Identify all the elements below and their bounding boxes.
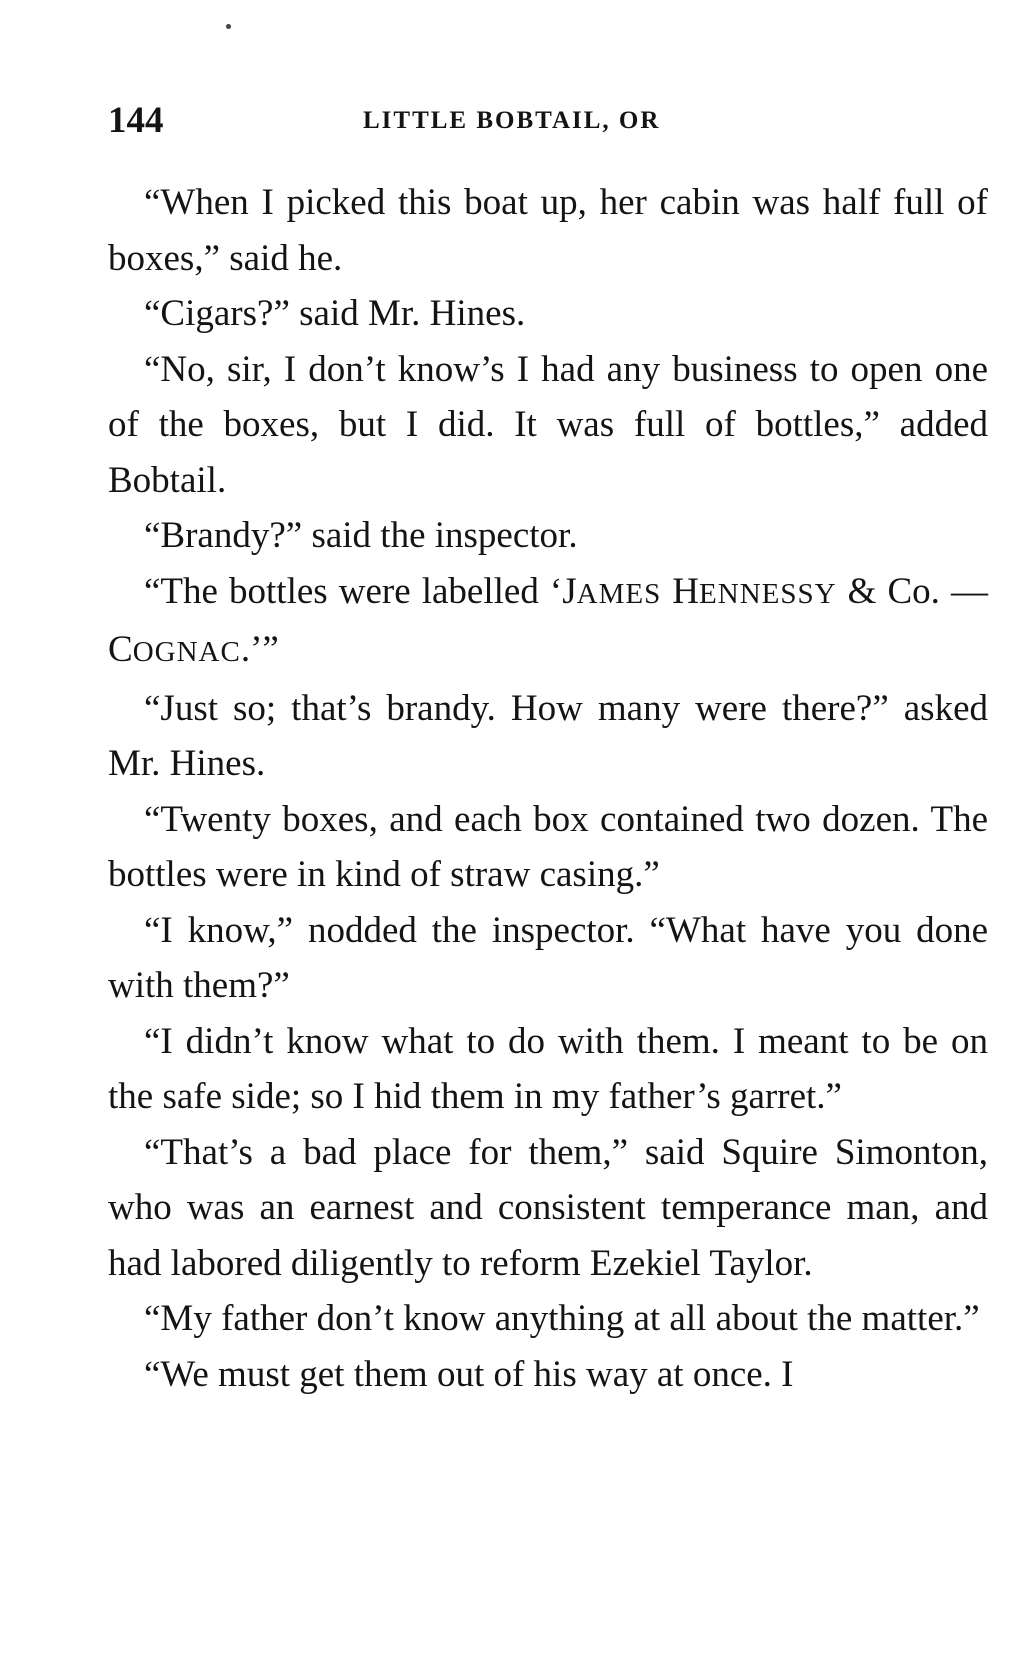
- paragraph: “Just so; that’s brandy. How many were there?” asked Mr. Hines.: [108, 687, 988, 784]
- page-body: [108, 175, 988, 1402]
- page-speck: [226, 24, 231, 29]
- label-text-before: “The bottles were labelled ‘: [144, 570, 563, 612]
- label-small-caps-j: J: [562, 570, 577, 612]
- paragraph: “That’s a bad place for them,” said Squire Simonton, who was an earnest and consistent temperance man, and had labored diligently to reform Ezekiel Taylor.: [108, 1131, 988, 1284]
- label-small-caps-ennessy: ENNESSY: [699, 577, 837, 610]
- paragraph: “My father don’t know anything at all about the matter.”: [144, 1298, 980, 1339]
- label-company: & Co. — C: [108, 570, 988, 670]
- page-number: 144: [108, 100, 164, 141]
- paragraph: “No, sir, I don’t know’s I had any business to open one of the boxes, but I did. It was full of bottles,” added Bobtail.: [108, 348, 988, 501]
- label-text-after: .’”: [240, 629, 279, 670]
- label-small-caps-h: H: [661, 570, 700, 612]
- paragraph: “Cigars?” said Mr. Hines.: [144, 293, 526, 334]
- label-small-caps-ames: AMES: [576, 577, 662, 610]
- paragraph: “We must get them out of his way at once. I: [144, 1353, 794, 1395]
- page-header: [108, 96, 988, 146]
- running-title: LITTLE BOBTAIL, OR: [363, 107, 661, 134]
- paragraph: “I know,” nodded the inspector. “What have you done with them?”: [108, 909, 988, 1006]
- paragraph: “I didn’t know what to do with them. I meant to be on the safe side; so I hid them in my father’s garret.”: [108, 1020, 988, 1117]
- label-small-caps-ognac: OGNAC: [132, 636, 241, 668]
- paragraph: “Twenty boxes, and each box contained two dozen. The bottles were in kind of straw casing.”: [108, 798, 988, 895]
- paragraph-label: [108, 564, 988, 681]
- paragraph: “Brandy?” said the inspector.: [144, 515, 578, 556]
- paragraph: “When I picked this boat up, her cabin was half full of boxes,” said he.: [108, 182, 988, 279]
